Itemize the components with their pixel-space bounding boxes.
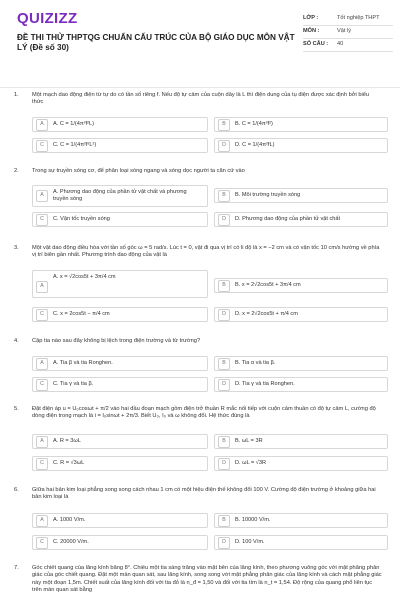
option-letter-badge: A (36, 281, 48, 293)
meta-key: MÔN : (303, 28, 320, 34)
option-letter-badge: A (36, 358, 48, 370)
question-6 (14, 487, 388, 553)
option-text: C. C = 1/(4π²f²L²) (53, 142, 97, 148)
option-text: D. C = 1/(4π²fL) (235, 142, 275, 148)
option-text: A. 1000 V/m. (53, 517, 86, 523)
option-a[interactable] (32, 185, 208, 207)
question-number: 4. (14, 338, 19, 344)
question-7 (14, 565, 388, 600)
question-text: Trong sự truyền sóng cơ, để phân loại sóng ngang và sóng dọc người ta căn cứ vào (32, 168, 245, 174)
option-letter-badge: D (218, 537, 230, 549)
meta-row-count (303, 39, 393, 52)
option-text: C. 20000 V/m. (53, 539, 89, 545)
meta-key: LỚP : (303, 15, 319, 21)
option-text: A. x = √2cos5t + 3π/4 cm (53, 274, 116, 280)
option-d[interactable] (214, 212, 388, 227)
question-2 (14, 168, 388, 232)
option-b[interactable] (214, 356, 388, 371)
option-letter-badge: A (36, 436, 48, 448)
option-a[interactable] (32, 434, 208, 449)
option-text: C. Tia γ và tia β. (53, 381, 94, 387)
meta-key: SỐ CÂU : (303, 41, 329, 47)
meta-row-subject (303, 26, 393, 39)
option-text: C. R = √3ωL (53, 460, 85, 466)
question-text: Góc chiết quang của lăng kính bằng 8°. Chiếu một tia sáng trắng vào mặt bên của lăng kính, theo phương vuông góc với mặt phẳng phân giác của góc chiết quang. Đặt một màn quan sát, sau lăng kính, song song với mặt phẳng phân giác của lăng kính và cách mặt phẳng giác này một đoạn 1,5m. Chiết suất của lăng kính đối với tia đỏ là n_đ = 1,50 và đối với tia tím là n_t = 1,54. Độ rộng của quang phổ liên tục trên màn quan sát bằng (32, 565, 382, 594)
option-letter-badge: C (36, 214, 48, 226)
option-text: B. ωL = 3R (235, 438, 263, 444)
question-number: 7. (14, 565, 19, 571)
option-c[interactable] (32, 212, 208, 227)
question-number: 2. (14, 168, 19, 174)
question-number: 3. (14, 245, 19, 251)
option-letter-badge: B (218, 358, 230, 370)
option-text: A. Phương dao động của phần tử vật chất và phương truyền sóng (53, 189, 187, 202)
meta-value: Vật lý (337, 28, 351, 34)
option-text: D. Phương dao động của phần tử vật chất (235, 216, 341, 222)
question-text: Một mạch dao động điện từ tự do có tần số riêng f. Nếu độ tự cảm của cuộn dây là L thì điện dung của tụ điện được xác định bởi biểu thức (32, 92, 370, 106)
option-text: B. 10000 V/m. (235, 517, 271, 523)
question-number: 6. (14, 487, 19, 493)
option-b[interactable] (214, 513, 388, 528)
option-letter-badge: C (36, 537, 48, 549)
question-text: Một vật dao động điều hòa với tần số góc ω = 5 rad/s. Lúc t = 0, vật đi qua vị trí có li độ là x = −2 cm và có vận tốc 10 cm/s hướng về phía vị trí biên gần nhất. Phương trình dao động của vật là (32, 245, 380, 259)
option-c[interactable] (32, 377, 208, 392)
question-text: Cặp tia nào sau đây không bị lệch trong điện trường và từ trường? (32, 338, 201, 344)
option-text: D. 100 V/m. (235, 539, 265, 545)
option-text: C. Vận tốc truyền sóng (53, 216, 110, 222)
option-a[interactable] (32, 270, 208, 298)
option-d[interactable] (214, 456, 388, 471)
option-letter-badge: B (218, 119, 230, 131)
option-text: B. x = 2√2cos5t + 3π/4 cm (235, 282, 301, 288)
option-letter-badge: B (218, 515, 230, 527)
option-letter-badge: D (218, 379, 230, 391)
option-d[interactable] (214, 377, 388, 392)
option-b[interactable] (214, 434, 388, 449)
option-text: A. C = 1/(4π²f²L) (53, 121, 95, 127)
option-letter-badge: A (36, 515, 48, 527)
option-letter-badge: D (218, 140, 230, 152)
option-b[interactable] (214, 278, 388, 293)
meta-value: Tốt nghiệp THPT (337, 15, 380, 21)
option-letter-badge: B (218, 436, 230, 448)
question-number: 5. (14, 406, 19, 412)
option-c[interactable] (32, 535, 208, 550)
option-a[interactable] (32, 356, 208, 371)
option-letter-badge: C (36, 379, 48, 391)
question-1 (14, 92, 388, 158)
option-d[interactable] (214, 307, 388, 322)
option-c[interactable] (32, 138, 208, 153)
option-text: B. C = 1/(4π²f²) (235, 121, 273, 127)
option-letter-badge: D (218, 214, 230, 226)
option-d[interactable] (214, 535, 388, 550)
option-text: B. Môi trường truyền sóng (235, 192, 301, 198)
question-5 (14, 406, 388, 474)
option-text: D. Tia γ và tia Ronghen. (235, 381, 295, 387)
option-b[interactable] (214, 117, 388, 132)
option-letter-badge: C (36, 458, 48, 470)
option-text: B. Tia α và tia β. (235, 360, 276, 366)
header (0, 0, 400, 88)
quizizz-logo: QUIZIZZ (17, 10, 78, 27)
option-letter-badge: A (36, 119, 48, 131)
question-text: Đặt điện áp u = U₀cosωt + π/2 vào hai đầu đoạn mạch gồm điện trở thuần R mắc nối tiếp với cuộn cảm thuần có độ tự cảm L, cường độ dòng điện trong mạch là i = I₀sinωt + 2π/3. Biết U₀, I₀ và ω không đổi. Hệ thức đúng là (32, 406, 376, 420)
option-letter-badge: C (36, 309, 48, 321)
option-letter-badge: A (36, 190, 48, 202)
page-title: ĐỀ THI THỬ THPTQG CHUẨN CẤU TRÚC CỦA BỘ GIÁO DỤC MÔN VẬT LÝ (Đề số 30) (17, 33, 295, 52)
option-c[interactable] (32, 307, 208, 322)
question-3 (14, 245, 388, 331)
option-c[interactable] (32, 456, 208, 471)
header-divider (0, 87, 400, 88)
meta-panel (303, 13, 393, 52)
option-a[interactable] (32, 117, 208, 132)
option-letter-badge: D (218, 458, 230, 470)
option-letter-badge: B (218, 190, 230, 202)
option-text: A. R = 3ωL (53, 438, 81, 444)
option-a[interactable] (32, 513, 208, 528)
meta-row-class (303, 13, 393, 26)
option-text: D. ωL = √3R (235, 460, 267, 466)
question-4 (14, 338, 388, 394)
option-d[interactable] (214, 138, 388, 153)
meta-value: 40 (337, 41, 344, 47)
question-number: 1. (14, 92, 19, 98)
option-letter-badge: B (218, 280, 230, 292)
option-text: D. x = 2√2cos5t + π/4 cm (235, 311, 298, 317)
option-letter-badge: C (36, 140, 48, 152)
option-text: A. Tia β và tia Ronghen. (53, 360, 113, 366)
option-letter-badge: D (218, 309, 230, 321)
option-text: C. x = 2cos5t − π/4 cm (53, 311, 110, 317)
option-b[interactable] (214, 188, 388, 203)
question-text: Giữa hai bản kim loại phẳng song song cách nhau 1 cm có một hiệu điện thế không đổi 100 V. Cường độ điện trường ở khoảng giữa hai bản kim loại là (32, 487, 376, 501)
